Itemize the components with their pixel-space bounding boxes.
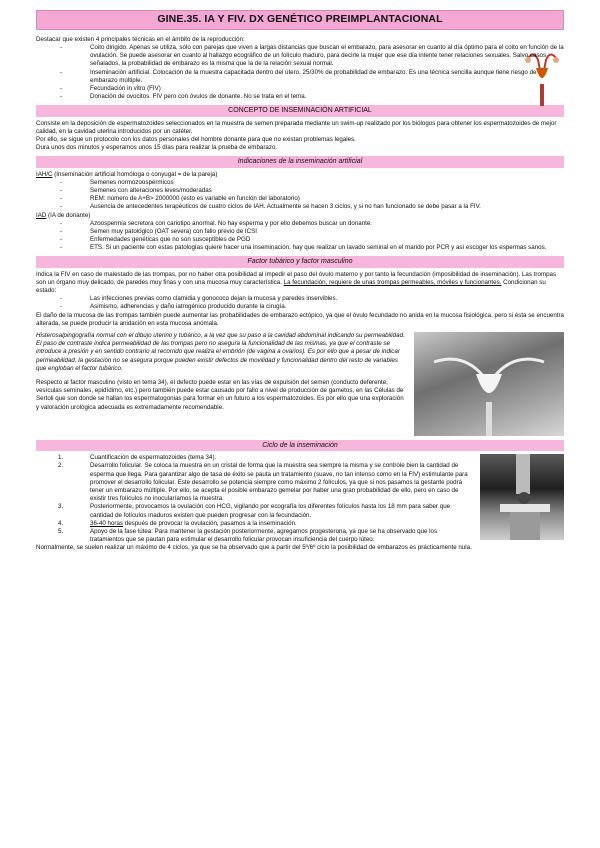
document-title: GINE.35. IA Y FIV. DX GENÉTICO PREIMPLANTACIONAL bbox=[36, 10, 564, 30]
tubaric-list bbox=[36, 295, 564, 311]
paragraph: Consiste en la deposición de espermatozoides seleccionados en la muestra de semen preparada mediante un swim-up realizado por los biólogos para obtener los espermatozoides de mejor calidad, en la cavidad uterina introducidos por un catéter. bbox=[36, 119, 557, 135]
section-heading-ia: CONCEPTO DE INSEMINACIÓN ARTIFICIAL bbox=[36, 105, 564, 116]
list-item: - Semen muy patológico (OAT severa) con fallo previo de ICSI bbox=[36, 228, 564, 236]
hysterosalpingography-image bbox=[414, 332, 564, 436]
section-heading-tubaric: Factor tubárico y factor masculino bbox=[36, 256, 564, 267]
paragraph: Por ello, se sigue un protocolo con los datos personales del hombre donante para que no existan problemas legales. bbox=[36, 135, 356, 143]
list-item: 3. Posteriormente, provocamos la ovulación con HCG, vigilando por ecografía los diferentes folículos hasta los 18 mm para saber que cantidad de folículos maduros existen que pueden progresar con la fecundación. bbox=[58, 503, 451, 519]
paragraph: Respecto al factor masculino (visto en tema 34), el defecto puede estar en las vías de expulsión del semen (conducto deferente, vesículas seminales, epidídimo, etc.) pero también puede estar causado por fallo a nivel de producción de gametos, en las Células de Sertoli que son donde se hallan los espermatogonias para formar en un futuro a los espermatozoides. Es por ello que una exploración y valoración urológica adecuada es extremadamente recomendable. bbox=[36, 378, 404, 411]
iah-heading: IAH/C (Inseminación artificial homóloga o conyugal = de la pareja) bbox=[36, 170, 218, 178]
paragraph: Dura unos dos minutos y esperamos unos 15 días para realizar la prueba de embarazo. bbox=[36, 144, 278, 152]
list-item: - Asimismo, adherencias y daño iatrogénico producido durante la cirugía. bbox=[36, 303, 564, 311]
cycle-steps bbox=[36, 454, 472, 544]
list-item: - Ausencia de antecedentes terapéuticos de cuatro ciclos de IAH. Actualmente se hacen 3 ciclos, y si no han funcionado se debe pasar a la FIV. bbox=[36, 203, 564, 211]
iad-list bbox=[36, 220, 564, 253]
list-item: - ETS. Si un paciente con estas patologías quiere hacer una inseminación, hay que realizar un lavado seminal en el marido por PCR y así escoger los espermas sanos. bbox=[36, 244, 564, 252]
hsg-row bbox=[36, 332, 564, 436]
section-heading-cycle: Ciclo de la inseminación bbox=[36, 440, 564, 451]
iad-heading: IAD (IA de donante) bbox=[36, 211, 91, 219]
paragraph: Indica la FIV en caso de malestado de las trompas, por no haber otra posibilidad al impedir el paso del óvulo materno y por tanto la fecundación (imposibilidad de inseminación). Las trompas son un órgano muy delicado, de paredes muy finas y con una mucosa muy característica. La fecundación, requiere de unas trompas permeables, móviles y funcionantes. Condicionan su estado: bbox=[36, 270, 557, 295]
list-item: - REM: número de A+B> 2000000 (esto es variable en función del laboratorio) bbox=[36, 195, 564, 203]
list-item: - Coito dirigido. Apenas se utiliza, sólo con parejas que viven a largas distancias que buscan el embarazo, para asesorar en cuanto al día óptimo para el coito en función de la ovulación. Se puede asesorar en cuanto al hallazgo ecográfico de un folículo maduro, para decirle la mujer que ese día intente tener relaciones sexuales. Salvo casos señalados, la probabilidad de embarazo es la misma que la de la relación sexual normal. bbox=[36, 44, 564, 69]
list-item: - Inseminación artificial. Colocación de la muestra capacitada dentro del útero. 25/30% de probabilidad de embarazo. Es una técnica sencilla aunque tiene riesgo de embarazo múltiple. bbox=[36, 69, 564, 85]
list-item: - Azoospermia secretora con cariotipo anormal. No hay esperma y por ello debemos buscar un donante. bbox=[36, 220, 564, 228]
paragraph: El daño de la mucosa de las trompas también puede aumentar las probabilidades de embarazo ectópico, ya que el óvulo fecundado no anida en la mucosa fisiológica, pero si ésta se encuentra alterada, se puede producir la anidación en esta mucosa anómala. bbox=[36, 311, 564, 327]
iah-list bbox=[36, 179, 564, 212]
microscope-image bbox=[480, 454, 564, 540]
list-item: 5. Apoyo de la fase lútea: Para mantener la gestación posteriormente, agregamos progesterona, ya que se ha observado que los tratamientos que se pautan para estimular el desarrollo folicular provocan insuficiencia del cuerpo lúteo. bbox=[58, 527, 438, 544]
list-item: - Enfermedades genéticas que no son susceptibles de PGD bbox=[36, 236, 564, 244]
list-item: 1. Cuantificación de espermatozoides (tema 34). bbox=[58, 454, 217, 462]
techniques-list bbox=[36, 44, 564, 101]
list-item: 4. 36-40 horas después de provocar la ovulación, pasamos a la inseminación. bbox=[58, 519, 297, 527]
list-item: - Donación de ovocitos. FIV pero con óvulos de donante. No se trata en el tema. bbox=[36, 93, 564, 101]
list-item: - Semenes con alteraciones leves/moderadas bbox=[36, 187, 564, 195]
intro-text: Destacar que existen 4 principales técnicas en el ámbito de la reproducción: bbox=[36, 35, 245, 43]
list-item: 2. Desarrollo folicular. Se coloca la muestra en un cristal de forma que la muestra sea siempre la misma y se controle bien la cantidad de esperma que llega. Para garantizar algo de tasa de éxito se pauta un tratamiento (suave, no tan intenso como en la FIV) estimulante para promover el desarrollo folicular. Este desarrollo se potencia siempre como máximo 2 folículos, ya que si nos pasamos la gestante podrá tener un embarazo múltiple. Por ello, se acepta el posible embarazo gemelar por haber una gran probabilidad de ello, pero en caso de existir tres folículos no inocularíamos la muestra. bbox=[58, 462, 468, 503]
list-item: - Semenes normozoospérmicos bbox=[36, 179, 564, 187]
cycle-row bbox=[36, 454, 564, 544]
list-item: - Fecundación in vitro (FIV) bbox=[36, 85, 564, 93]
section-heading-indications: Indicaciones de la inseminación artificial bbox=[36, 156, 564, 167]
list-item: - Las infecciones previas como clamidia y gonococo dejan la mucosa y paredes inservibles. bbox=[36, 295, 564, 303]
hsg-caption: Histerosalpingografía normal con el dibujo uterino y tubárico, a la vez que su paso a la cavidad abdominal indicando su permeabilidad. El paso de contraste indica permeabilidad de las trompas pero no asegura la funcionalidad de las mismas, ya que el contraste se introduce a presión y en sentido contrario al recorrido que realiza el embrión (de vagina a ovarios). Es por ello que a pesar de indicar permeabilidad, la gestación no se asegura porque pueden existir defectos de movilidad y funcionalidad dentro del resto de variables que engloban el factor tubárico. bbox=[36, 332, 405, 372]
closing-paragraph: Normalmente, se suelen realizar un máximo de 4 ciclos, ya que se ha observado que a partir del 5º/6º ciclo la posibilidad de embarazos es prácticamente nula. bbox=[36, 544, 472, 552]
